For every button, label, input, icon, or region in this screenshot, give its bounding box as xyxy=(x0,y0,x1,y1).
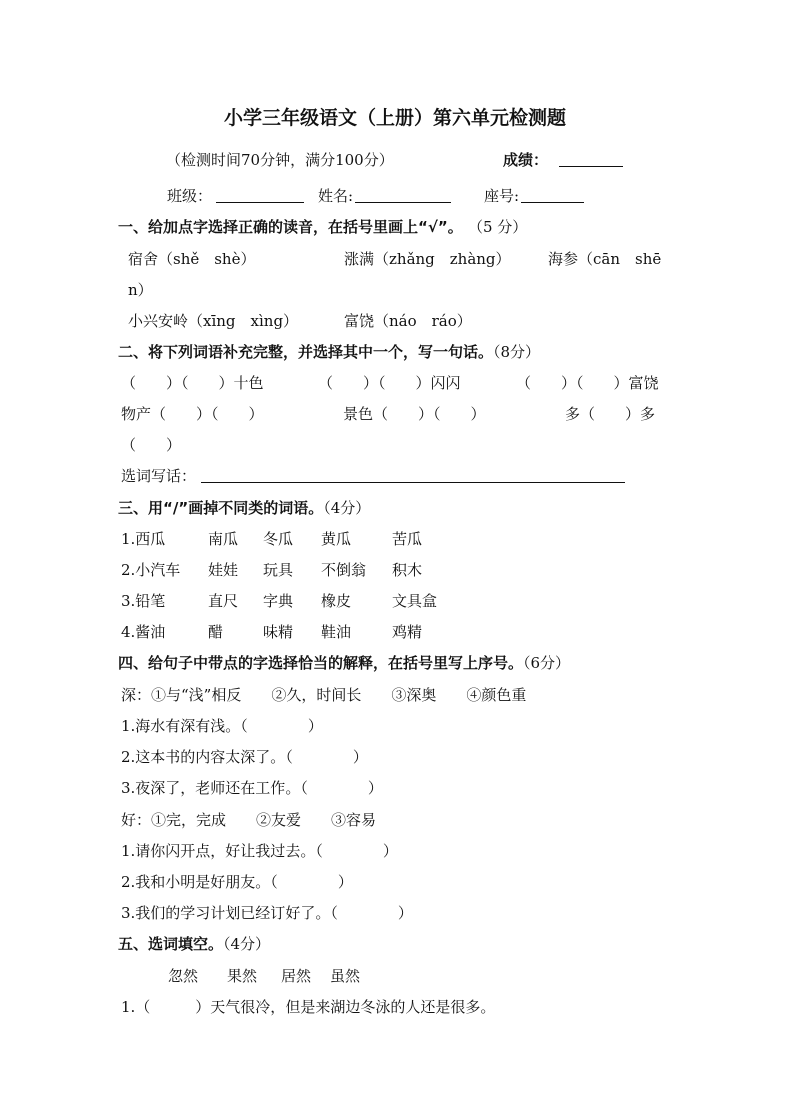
section-4-title: 四、给句子中带点的字选择恰当的解释，在括号里写上序号。 xyxy=(118,654,524,672)
time-note: （检测时间70分钟，满分100分） xyxy=(166,151,394,169)
word: 醋 xyxy=(208,623,224,641)
word: 娃娃 xyxy=(208,561,239,579)
hao-item-2: 2.我和小明是好朋友。（ ） xyxy=(121,873,353,891)
idiom-blank: 物产（ ）（ ） xyxy=(121,405,264,423)
fill-item-1: 1.（ ）天气很冷，但是来湖边冬泳的人还是很多。 xyxy=(121,998,496,1016)
seat-blank[interactable] xyxy=(521,186,584,203)
section-1-points: （5 分） xyxy=(467,218,528,236)
pinyin-choice: 富饶（náo ráo） xyxy=(344,312,472,330)
score-label: 成绩： xyxy=(503,151,549,169)
sentence-blank[interactable] xyxy=(201,466,625,483)
page-title: 小学三年级语文（上册）第六单元检测题 xyxy=(223,107,566,129)
pinyin-choice: 涨满（zhǎng zhàng） xyxy=(344,250,511,268)
section-3-title: 三、用“/”画掉不同类的词语。 xyxy=(118,499,324,517)
section-1-row-1-wrap: n） xyxy=(128,281,153,299)
pinyin-choice: 海参（cān shē xyxy=(548,250,662,268)
section-5-title: 五、选词填空。 xyxy=(118,935,224,953)
class-blank[interactable] xyxy=(216,186,304,203)
section-3-heading xyxy=(118,498,370,518)
word-bank-item: 忽然 xyxy=(168,967,199,985)
word: 苦瓜 xyxy=(392,530,423,548)
section-1-title: 一、给加点字选择正确的读音，在括号里画上“√”。 xyxy=(118,218,463,236)
word: 黄瓜 xyxy=(321,530,352,548)
section-3-points: （4分） xyxy=(323,499,371,517)
word: 南瓜 xyxy=(208,530,239,548)
name-label: 姓名: xyxy=(318,187,354,205)
section-4-points: （6分） xyxy=(523,654,571,672)
section-4-heading xyxy=(118,653,570,673)
word: 鸡精 xyxy=(392,623,423,641)
section-2-row-3: （ ） xyxy=(121,436,182,454)
word: 直尺 xyxy=(208,592,239,610)
word: 不倒翁 xyxy=(321,561,367,579)
pinyin-choice: 宿舍（shě shè） xyxy=(128,250,256,268)
section-5-heading xyxy=(118,934,270,954)
section-2-title: 二、将下列词语补充完整，并选择其中一个，写一句话。 xyxy=(118,343,494,361)
word: 2.小汽车 xyxy=(121,561,181,579)
name-blank[interactable] xyxy=(355,186,451,203)
word-bank-item: 果然 xyxy=(227,967,258,985)
idiom-blank: （ ）（ ）十色 xyxy=(121,374,264,392)
word: 字典 xyxy=(263,592,294,610)
pinyin-choice: 小兴安岭（xīng xìng） xyxy=(128,312,299,330)
shen-item-3: 3.夜深了，老师还在工作。（ ） xyxy=(121,779,383,797)
word: 积木 xyxy=(392,561,423,579)
section-1-heading xyxy=(118,217,527,237)
word: 鞋油 xyxy=(321,623,352,641)
idiom-blank: 多（ ）多 xyxy=(565,405,656,423)
sentence-label: 选词写话： xyxy=(121,467,197,485)
idiom-blank: （ ）（ ）闪闪 xyxy=(318,374,461,392)
shen-item-1: 1.海水有深有浅。（ ） xyxy=(121,717,323,735)
word: 玩具 xyxy=(263,561,294,579)
section-2-heading xyxy=(118,342,540,362)
idiom-blank: 景色（ ）（ ） xyxy=(343,405,486,423)
word: 1.西瓜 xyxy=(121,530,166,548)
word-bank-item: 居然 xyxy=(281,967,312,985)
shen-item-2: 2.这本书的内容太深了。（ ） xyxy=(121,748,368,766)
hao-item-1: 1.请你闪开点，好让我过去。（ ） xyxy=(121,842,398,860)
section-2-points: （8分） xyxy=(493,343,541,361)
word: 3.铅笔 xyxy=(121,592,166,610)
word: 冬瓜 xyxy=(263,530,294,548)
word: 4.酱油 xyxy=(121,623,166,641)
word: 文具盒 xyxy=(392,592,438,610)
shen-definitions: 深：①与“浅”相反 ②久，时间长 ③深奥 ④颜色重 xyxy=(121,686,527,704)
hao-item-3: 3.我们的学习计划已经订好了。（ ） xyxy=(121,904,413,922)
word-bank-item: 虽然 xyxy=(330,967,361,985)
class-label: 班级： xyxy=(167,187,213,205)
hao-definitions: 好：①完，完成 ②友爱 ③容易 xyxy=(121,811,377,829)
word: 橡皮 xyxy=(321,592,352,610)
section-5-points: （4分） xyxy=(223,935,271,953)
word: 味精 xyxy=(263,623,294,641)
seat-label: 座号: xyxy=(484,187,520,205)
idiom-blank: （ ）（ ）富饶 xyxy=(516,374,659,392)
score-blank[interactable] xyxy=(559,150,623,167)
